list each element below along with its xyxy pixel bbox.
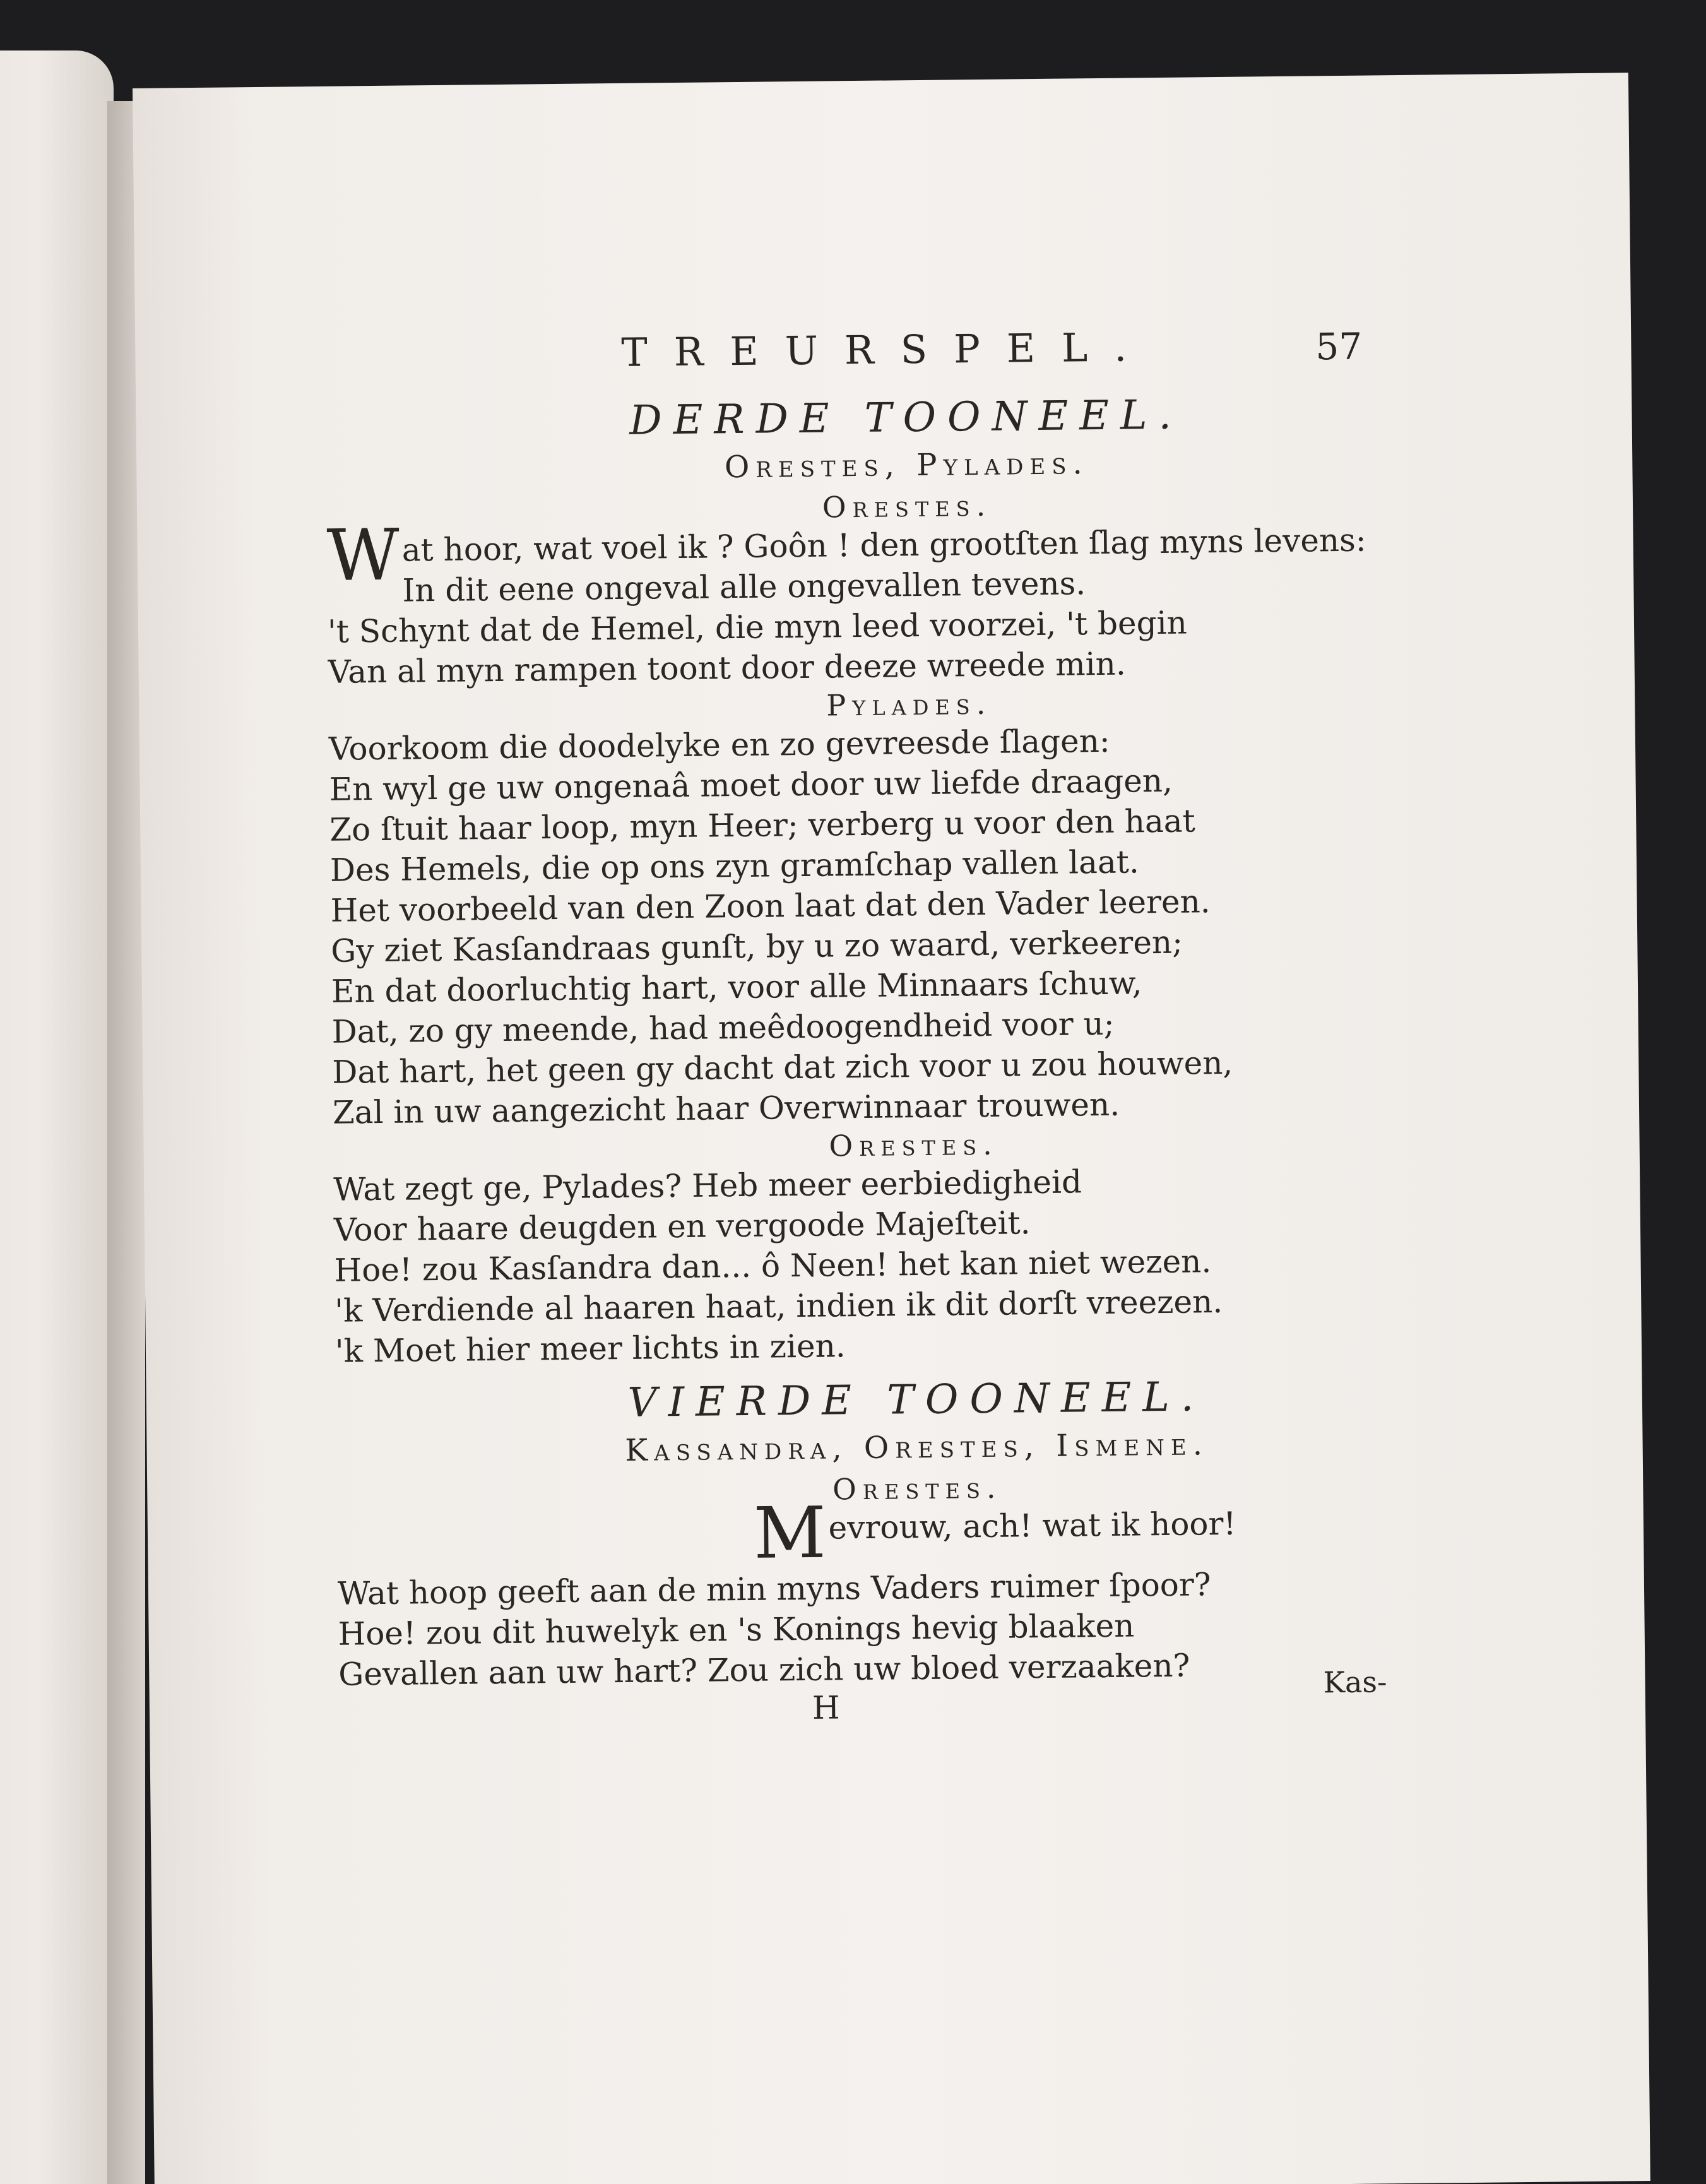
speaker-label: Orestes. xyxy=(832,1470,1002,1507)
verse-line: Zo ſtuit haar loop, myn Heer; verberg u voor den haat xyxy=(329,802,1195,848)
drop-cap: M xyxy=(753,1492,827,1575)
speech-block xyxy=(333,1158,1408,1372)
verse-line: 'k Moet hier meer lichts in zien. xyxy=(335,1327,846,1370)
verse-line: Hoe! zou dit huwelyk en 's Konings hevig blaaken xyxy=(338,1607,1135,1653)
drop-cap: W xyxy=(326,514,400,597)
running-head xyxy=(324,321,1398,389)
page-number: 57 xyxy=(1315,324,1363,369)
verse-line: Dat hart, het geen gy dacht dat zich voor u zou houwen, xyxy=(332,1044,1233,1091)
verse-text: evrouw, ach! wat ik hoor! xyxy=(828,1505,1236,1546)
verse-line: Dat, zo gy meende, had meêdoogendheid voor u; xyxy=(331,1005,1115,1050)
verse-line: In dit eene ongeval alle ongevallen tevens. xyxy=(402,565,1086,609)
book-page xyxy=(133,73,1650,2184)
scene-4-cast: Kassandra, Orestes, Ismene. xyxy=(624,1427,1209,1468)
scene-3-cast: Orestes, Pylades. xyxy=(724,446,1089,485)
scene-3-title: DERDE TOONEEL. xyxy=(629,391,1183,444)
scene-4-title: VIERDE TOONEEL. xyxy=(627,1374,1205,1427)
verse-line: Zal in uw aangezicht haar Overwinnaar trouwen. xyxy=(332,1086,1120,1131)
verse-line: at hoor, wat voel ik ? Goôn ! den grootſten ſlag myns levens: xyxy=(401,521,1366,569)
speaker-label: Orestes. xyxy=(822,488,992,525)
verse-line: Des Hemels, die op ons zyn gramſchap vallen laat. xyxy=(329,843,1139,889)
verse-line: En wyl ge uw ongenaâ moet door uw liefde draagen, xyxy=(329,762,1173,808)
page-text xyxy=(324,321,1412,1739)
speech-block xyxy=(337,1492,1412,1695)
left-page-edge xyxy=(0,50,114,2184)
verse-line: Voor haare deugden en vergoode Majeſteit. xyxy=(333,1204,1031,1249)
speech-block xyxy=(329,718,1406,1133)
speaker-label: Pylades. xyxy=(826,686,992,723)
verse-line: 'k Verdiende al haaren haat, indien ik dit dorſt vreezen. xyxy=(334,1283,1223,1329)
verse-line: Hoe! zou Kasſandra dan... ô Neen! het kan niet wezen. xyxy=(334,1243,1212,1289)
verse-line: En dat doorluchtig hart, voor alle Minnaars ſchuw, xyxy=(331,964,1142,1010)
verse-line: Wat zegt ge, Pylades? Heb meer eerbiedigheid xyxy=(333,1163,1082,1208)
verse-line: 't Schynt dat de Hemel, die myn leed voorzei, 't begin xyxy=(327,604,1188,650)
verse-line: Gevallen aan uw hart? Zou zich uw bloed verzaaken? xyxy=(338,1647,1190,1693)
signature-mark: H xyxy=(812,1689,840,1726)
catchword: Kas- xyxy=(1323,1665,1387,1700)
verse-line: Gy ziet Kasſandraas gunſt, by u zo waard, verkeeren; xyxy=(331,923,1183,970)
speaker-label: Orestes. xyxy=(829,1127,999,1163)
running-head-title: TREURSPEL. xyxy=(621,324,1154,376)
verse-line: Wat hoop geeft aan de min myns Vaders ruimer ſpoor? xyxy=(337,1566,1211,1612)
verse-line: Voorkoom die doodelyke en zo gevreesde ſlagen: xyxy=(328,722,1111,768)
verse-line: Het voorbeeld van den Zoon laat dat den Vader leeren. xyxy=(330,883,1211,929)
speech-block xyxy=(326,514,1401,692)
verse-line: Van al myn rampen toont door deeze wreede min. xyxy=(328,645,1126,691)
